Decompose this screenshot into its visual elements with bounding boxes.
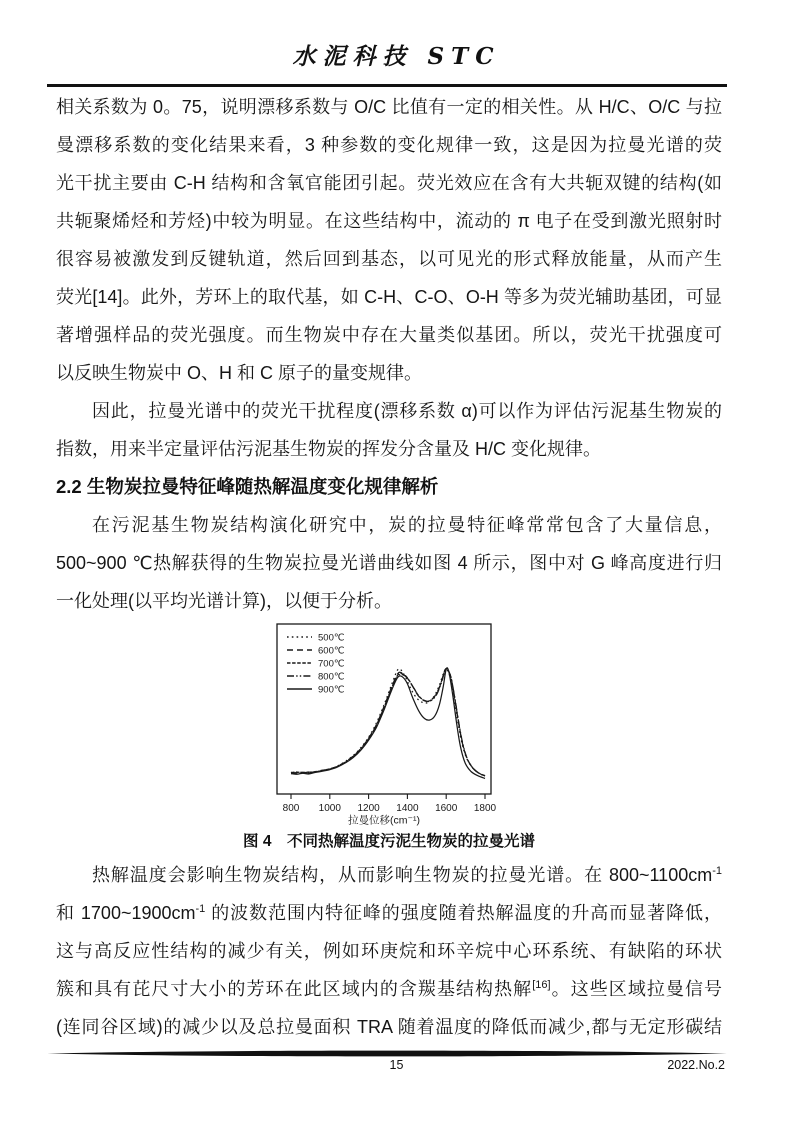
text-line: 以反映生物炭中 O、H 和 C 原子的量变规律。	[56, 363, 423, 383]
text-line: 很容易被激发到反键轨道，然后回到基态，以可见光的形式释放能量，从而产生	[56, 249, 722, 269]
body-text-column	[56, 88, 722, 1046]
text-line: 光干扰主要由 C-H 结构和含氧官能团引起。荧光效应在含有大共轭双键的结构(如	[56, 173, 722, 193]
legend-label: 600℃	[318, 645, 345, 657]
text-line: (连同谷区域)的减少以及总拉曼面积 TRA 随着温度的降低而减少,都与无定形碳结	[56, 1017, 722, 1037]
x-tick-label: 1600	[435, 803, 458, 814]
footer-divider	[47, 1050, 727, 1057]
x-tick-label: 800	[282, 803, 300, 814]
text-line: 相关系数为 0。75，说明漂移系数与 O/C 比值有一定的相关性。从 H/C、O/C 与拉	[56, 97, 722, 117]
text-line: 在污泥基生物炭结构演化研究中，炭的拉曼特征峰常常包含了大量信息，	[92, 515, 722, 535]
text-line: 因此，拉曼光谱中的荧光干扰程度(漂移系数 α)可以作为评估污泥基生物炭的	[92, 401, 722, 421]
header-divider	[47, 84, 727, 87]
issue-number: 2022.No.2	[667, 1058, 725, 1072]
legend-label: 800℃	[318, 671, 345, 683]
section-heading: 2.2 生物炭拉曼特征峰随热解温度变化规律解析	[56, 476, 439, 497]
text-line: 一化处理(以平均光谱计算)，以便于分析。	[56, 591, 392, 611]
raman-chart-svg	[274, 622, 504, 826]
text-line: 曼漂移系数的变化结果来看，3 种参数的变化规律一致，这是因为拉曼光谱的荧	[56, 135, 722, 155]
text-line: 共轭聚烯烃和芳烃)中较为明显。在这些结构中，流动的 π 电子在受到激光照射时	[56, 211, 722, 231]
x-tick-label: 1000	[318, 803, 341, 814]
text-line: 热解温度会影响生物炭结构，从而影响生物炭的拉曼光谱。在 $800\sim 1100cm^{-1}$	[92, 865, 722, 885]
x-tick-label: 1200	[357, 803, 380, 814]
raman-spectra-figure	[56, 622, 722, 828]
text-line: 指数，用来半定量评估污泥基生物炭的挥发分含量及 H/C 变化规律。	[56, 439, 601, 459]
legend-label: 500℃	[318, 632, 345, 644]
figure-caption: 图 4 不同热解温度污泥生物炭的拉曼光谱	[243, 833, 535, 850]
text-line: 这与高反应性结构的减少有关，例如环庚烷和环辛烷中心环系统、有缺陷的环状	[56, 941, 722, 961]
text-line: 著增强样品的荧光强度。而生物炭中存在大量类似基团。所以，荧光干扰强度可	[56, 325, 722, 345]
journal-title: 水泥科技 STC	[292, 43, 501, 70]
legend-label: 900℃	[318, 684, 345, 696]
text-line: 荧光[14]。此外，芳环上的取代基，如 C-H、C-O、O-H 等多为荧光辅助基团，可显	[56, 287, 722, 307]
text-line: 和 $1700\sim 1900cm^{-1}$ 的波数范围内特征峰的强度随着热解温度的升高而显著降低，	[56, 903, 722, 923]
x-tick-label: 1400	[396, 803, 419, 814]
body-text-bottom	[56, 856, 722, 1046]
text-line: 簇和具有芘尺寸大小的芳环在此区域内的含羰基结构热解[16]。这些区域拉曼信号	[56, 979, 723, 999]
legend-label: 700℃	[318, 658, 345, 670]
x-tick-label: 1800	[473, 803, 497, 814]
text-line: 500~900 ℃热解获得的生物炭拉曼光谱曲线如图 4 所示，图中对 G 峰高度进行归	[56, 553, 722, 573]
page-number: 15	[389, 1058, 404, 1072]
body-text-top	[56, 88, 722, 620]
x-axis-label: 拉曼位移(cm⁻¹)	[347, 814, 421, 826]
